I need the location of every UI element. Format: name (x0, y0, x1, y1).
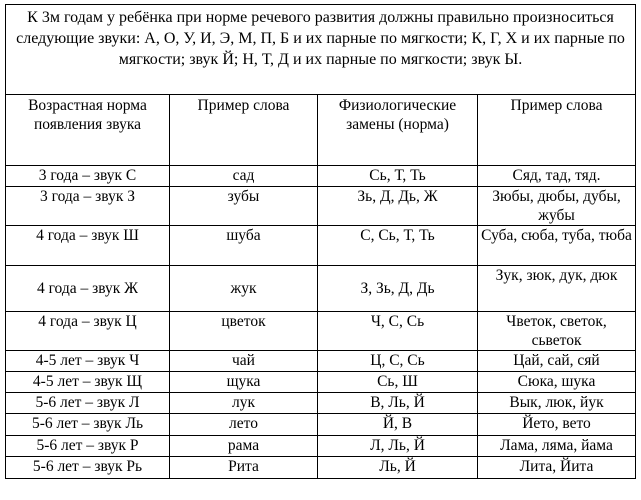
substitutions-cell: С, Сь, Т, Ть (318, 226, 478, 266)
word-cell: шуба (170, 226, 318, 266)
examples-cell: Вык, люк, йук (478, 393, 636, 414)
examples-cell: Зук, зюк, дук, дюк (478, 266, 636, 312)
header-substitutions: Физиологические замены (норма) (318, 95, 478, 166)
substitutions-cell: Ч, С, Сь (318, 312, 478, 351)
substitutions-cell: В, Ль, Й (318, 393, 478, 414)
table-row (6, 351, 636, 372)
substitutions-cell: Л, Ль, Й (318, 436, 478, 457)
table-row (6, 187, 636, 226)
substitutions-cell: Зь, Д, Дь, Ж (318, 187, 478, 226)
examples-cell: Чветок, светок, сьветок (478, 312, 636, 351)
word-cell: лето (170, 414, 318, 436)
substitutions-cell: Й, В (318, 414, 478, 436)
substitutions-cell: Ц, С, Сь (318, 351, 478, 372)
examples-cell: Цай, сай, сяй (478, 351, 636, 372)
age-cell: 3 года – звук З (6, 187, 170, 226)
table-row (6, 266, 636, 312)
substitutions-cell: Ль, Й (318, 457, 478, 479)
age-cell: 3 года – звук С (6, 166, 170, 187)
header-age: Возрастная норма появления звука (6, 95, 170, 166)
table-row (6, 312, 636, 351)
word-cell: чай (170, 351, 318, 372)
age-cell: 4-5 лет – звук Щ (6, 372, 170, 393)
examples-cell: Лама, ляма, йама (478, 436, 636, 457)
examples-cell: Сяд, тад, тяд. (478, 166, 636, 187)
word-cell: Рита (170, 457, 318, 479)
examples-cell: Йето, вето (478, 414, 636, 436)
age-cell: 4 года – звук Ш (6, 226, 170, 266)
table-row (6, 436, 636, 457)
intro-text: К 3м годам у ребёнка при норме речевого развития должны правильно произноситься следующие звуки: А, О, У, И, Э, М, П, Б и их парные по мягкости; К, Г, Х и их парные по мягкости; звук Й; Н, Т, Д и их парные по мягкости; звук Ы. (6, 5, 636, 95)
table-row (6, 166, 636, 187)
examples-cell: Суба, сюба, туба, тюба (478, 226, 636, 266)
age-cell: 4-5 лет – звук Ч (6, 351, 170, 372)
age-cell: 5-6 лет – звук Л (6, 393, 170, 414)
header-examples: Пример слова (478, 95, 636, 166)
speech-norms-table (5, 4, 636, 479)
table-row (6, 226, 636, 266)
word-cell: сад (170, 166, 318, 187)
word-cell: зубы (170, 187, 318, 226)
word-cell: щука (170, 372, 318, 393)
header-row (6, 95, 636, 166)
table-row (6, 372, 636, 393)
age-cell: 5-6 лет – звук Ль (6, 414, 170, 436)
examples-cell: Сюка, шука (478, 372, 636, 393)
word-cell: лук (170, 393, 318, 414)
table-row (6, 457, 636, 479)
examples-cell: Зюбы, дюбы, дубы, жубы (478, 187, 636, 226)
substitutions-cell: Сь, Ш (318, 372, 478, 393)
age-cell: 5-6 лет – звук Рь (6, 457, 170, 479)
document (5, 4, 635, 479)
age-cell: 5-6 лет – звук Р (6, 436, 170, 457)
word-cell: цветок (170, 312, 318, 351)
substitutions-cell: Сь, Т, Ть (318, 166, 478, 187)
header-word: Пример слова (170, 95, 318, 166)
substitutions-cell: З, Зь, Д, Дь (318, 266, 478, 312)
age-cell: 4 года – звук Ж (6, 266, 170, 312)
examples-cell: Лита, Йита (478, 457, 636, 479)
table-row (6, 414, 636, 436)
intro-row (6, 5, 636, 95)
table-row (6, 393, 636, 414)
word-cell: жук (170, 266, 318, 312)
word-cell: рама (170, 436, 318, 457)
age-cell: 4 года – звук Ц (6, 312, 170, 351)
